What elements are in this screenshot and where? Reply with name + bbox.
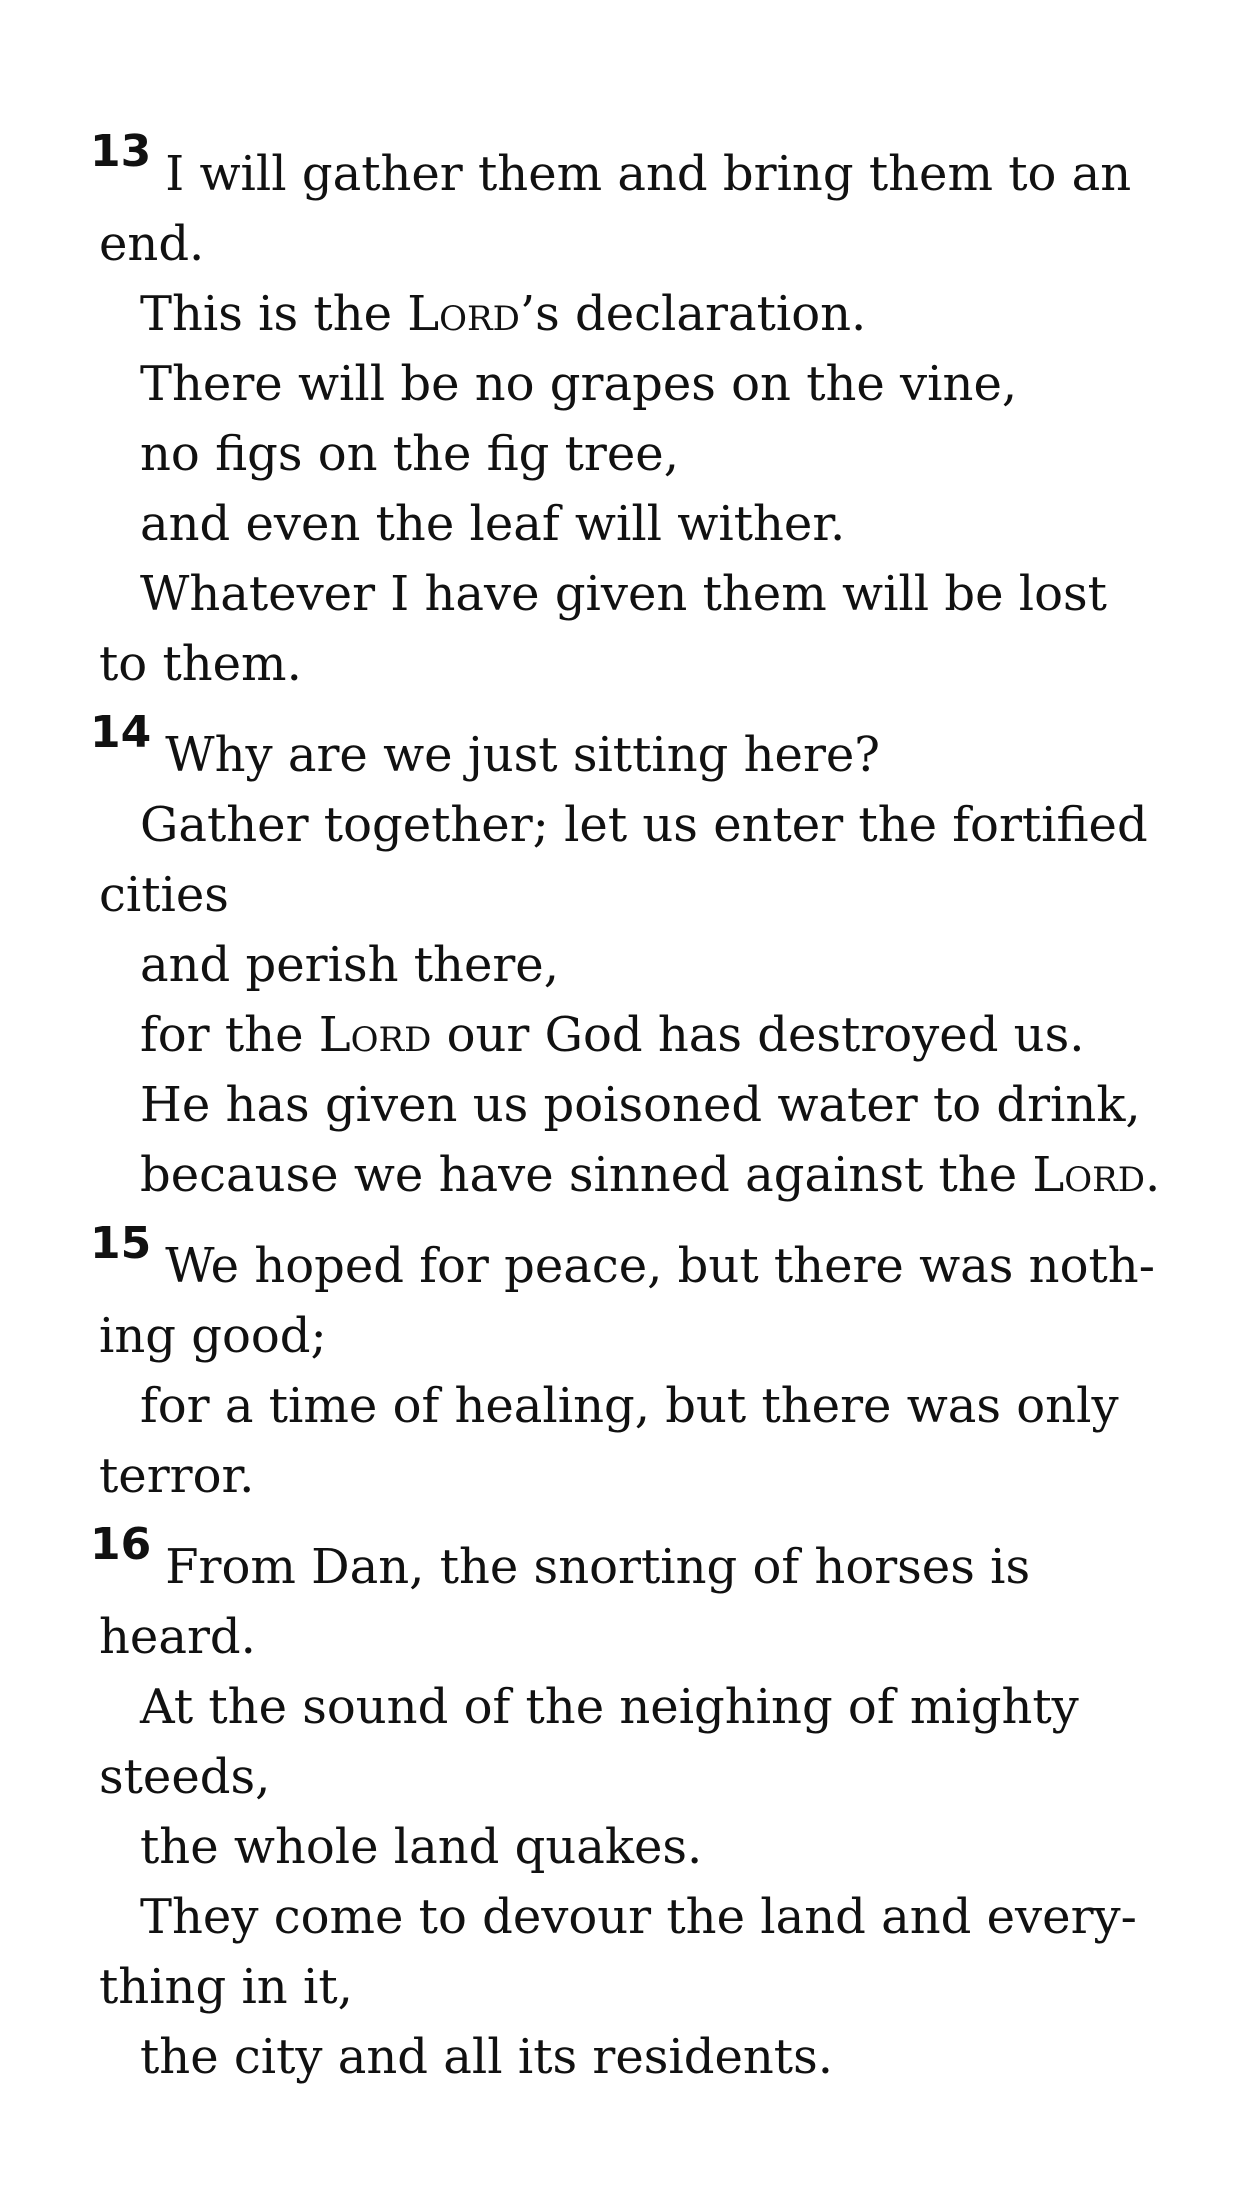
verse-15-first-line xyxy=(0,1218,1242,1301)
poetry-line-continuation: cities xyxy=(99,867,229,923)
divine-name: Lord xyxy=(407,286,520,342)
verse-number: 14 xyxy=(90,707,152,758)
line-text: This is the xyxy=(140,286,408,342)
verse-number: 15 xyxy=(90,1218,152,1269)
divine-name: Lord xyxy=(1032,1147,1145,1203)
poetry-line: and even the leaf will wither. xyxy=(140,496,846,552)
poetry-line: the city and all its residents. xyxy=(140,2029,833,2085)
verse-13-first-line xyxy=(0,126,1242,209)
verse-text: Why are we just sitting here? xyxy=(165,727,881,783)
poetry-line: and perish there, xyxy=(140,937,559,993)
poetry-line xyxy=(0,1140,1242,1210)
poetry-line xyxy=(0,1000,1242,1070)
verse-continuation-line: ing good; xyxy=(99,1308,327,1364)
poetry-line-continuation: terror. xyxy=(99,1448,255,1504)
verse-14-first-line xyxy=(0,707,1242,790)
verse-number: 16 xyxy=(90,1519,152,1570)
verse-text: I will gather them and bring them to an xyxy=(165,146,1132,202)
verse-16-first-line xyxy=(0,1519,1242,1602)
verse-continuation-line: end. xyxy=(99,216,205,272)
verse-text: We hoped for peace, but there was noth- xyxy=(165,1238,1155,1294)
verse-text: From Dan, the snorting of horses is xyxy=(165,1539,1031,1595)
poetry-line: for a time of healing, but there was only xyxy=(140,1378,1119,1434)
line-text: for the xyxy=(140,1007,319,1063)
line-text: our God has destroyed us. xyxy=(431,1007,1085,1063)
poetry-line-continuation: steeds, xyxy=(99,1749,271,1805)
line-text: ’s declaration. xyxy=(519,286,867,342)
line-text: because we have sinned against the xyxy=(140,1147,1033,1203)
poetry-line: Whatever I have given them will be lost xyxy=(140,566,1107,622)
poetry-line-continuation: thing in it, xyxy=(99,1959,353,2015)
poetry-line xyxy=(0,279,1242,349)
poetry-line: He has given us poisoned water to drink, xyxy=(140,1077,1141,1133)
verse-continuation-line: heard. xyxy=(99,1609,256,1665)
poetry-line: There will be no grapes on the vine, xyxy=(140,356,1018,412)
poetry-line: the whole land quakes. xyxy=(140,1819,703,1875)
divine-name: Lord xyxy=(318,1007,432,1063)
poetry-line: no figs on the fig tree, xyxy=(140,426,679,482)
poetry-line: Gather together; let us enter the fortified xyxy=(140,797,1148,853)
verse-number: 13 xyxy=(90,126,152,177)
poetry-line: They come to devour the land and every- xyxy=(140,1889,1137,1945)
poetry-line-continuation: to them. xyxy=(99,636,302,692)
line-text: . xyxy=(1145,1147,1161,1203)
poetry-line: At the sound of the neighing of mighty xyxy=(140,1679,1079,1735)
